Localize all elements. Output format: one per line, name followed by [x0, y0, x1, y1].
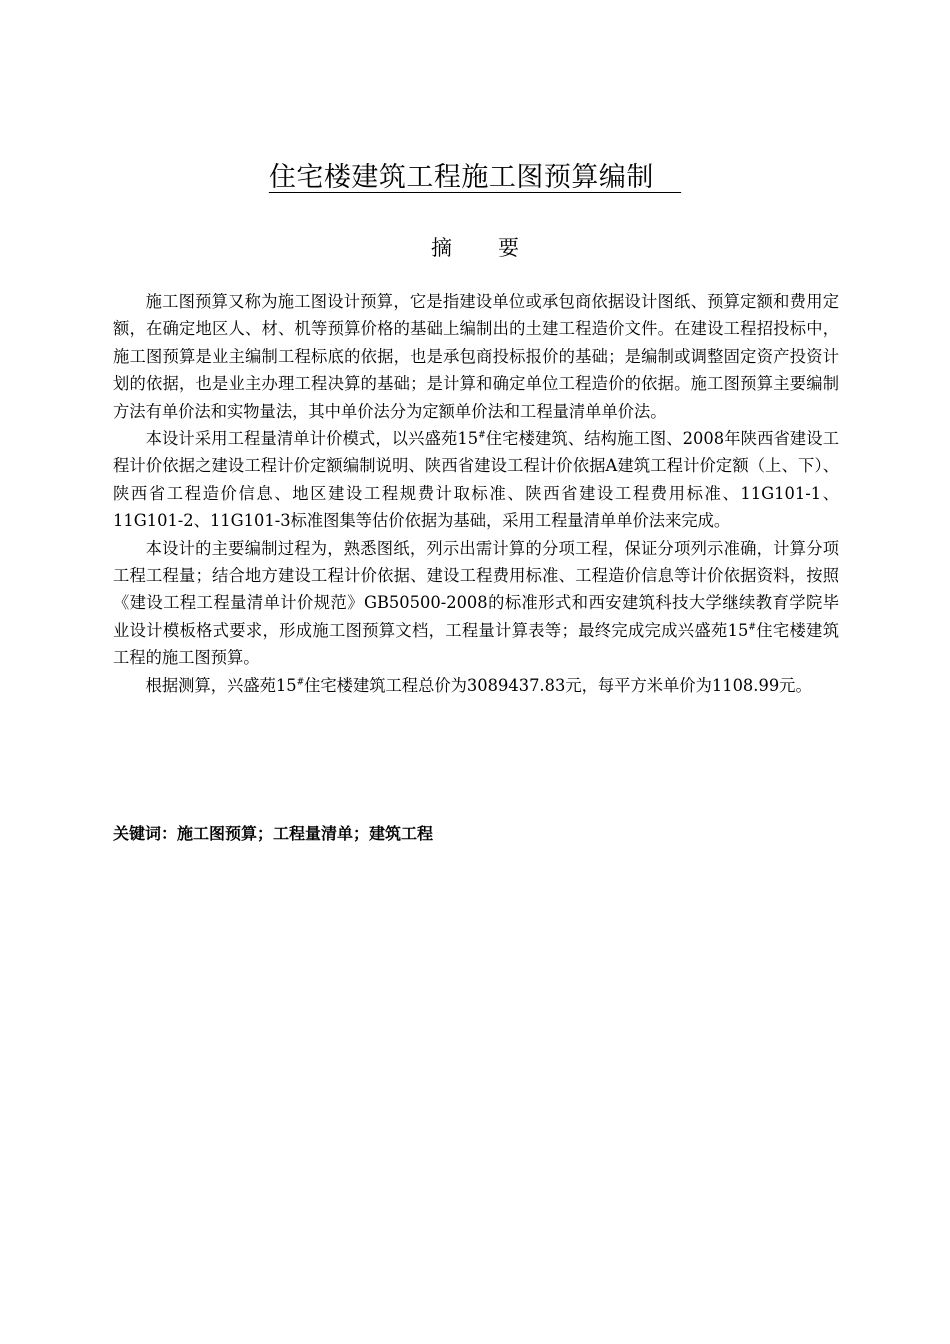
abstract-paragraph-3: [113, 535, 839, 672]
paragraph-text-before: 本设计的主要编制过程为，熟悉图纸，列示出需计算的分项工程，保证分项列示准确，计算分项工程工程量；结合地方建设工程计价依据、建设工程费用标准、工程造价信息等计价依据资料，按照《建设工程工程量清单计价规范》GB50500-2008的标准形式和西安建筑科技大学继续教育学院毕业设计模板格式要求，形成施工图预算文档，工程量计算表等；最终完成完成兴盛苑15: [113, 538, 839, 640]
abstract-paragraph-1: [113, 288, 839, 425]
paragraph-text-after: 住宅楼建筑、结构施工图、2008年陕西省建设工程计价依据之建设工程计价定额编制说明、陕西省建设工程计价依据A建筑工程计价定额（上、下）、陕西省工程造价信息、地区建设工程规费计取标准、陕西省建设工程费用标准、11G101-1、11G101-2、11G101-3标准图集等估价依据为基础，采用工程量清单单价法来完成。: [113, 429, 839, 531]
building-number-mark: #: [478, 430, 486, 441]
abstract-paragraph-2: [113, 425, 839, 535]
abstract-heading: 摘要: [431, 236, 565, 260]
document-title: [0, 158, 950, 198]
paragraph-text-before: 本设计采用工程量清单计价模式，以兴盛苑15: [145, 429, 479, 449]
paragraph-text: 施工图预算又称为施工图设计预算，它是指建设单位或承包商依据设计图纸、预算定额和费用定额，在确定地区人、材、机等预算价格的基础上编制出的土建工程造价文件。在建设工程招投标中，施工图预算是业主编制工程标底的依据，也是承包商投标报价的基础；是编制或调整固定资产投资计划的依据，也是业主办理工程决算的基础；是计算和确定单位工程造价的依据。施工图预算主要编制方法有单价法和实物量法，其中单价法分为定额单价法和工程量清单单价法。: [113, 292, 839, 421]
building-number-mark: #: [296, 677, 305, 688]
building-number-mark: #: [748, 622, 756, 633]
paragraph-text-before: 根据测算，兴盛苑15: [145, 675, 297, 695]
paragraph-text-after: 住宅楼建筑工程总价为3089437.83元，每平方米单价为1108.99元。: [304, 675, 812, 695]
abstract-paragraph-4: [113, 672, 839, 699]
keywords-line: 关键词：施工图预算；工程量清单；建筑工程: [113, 824, 434, 843]
paragraph-text-after: 住宅楼建筑工程的施工图预算。: [113, 620, 839, 668]
abstract-body: [113, 288, 839, 699]
document-title-text: 住宅楼建筑工程施工图预算编制: [268, 162, 682, 193]
